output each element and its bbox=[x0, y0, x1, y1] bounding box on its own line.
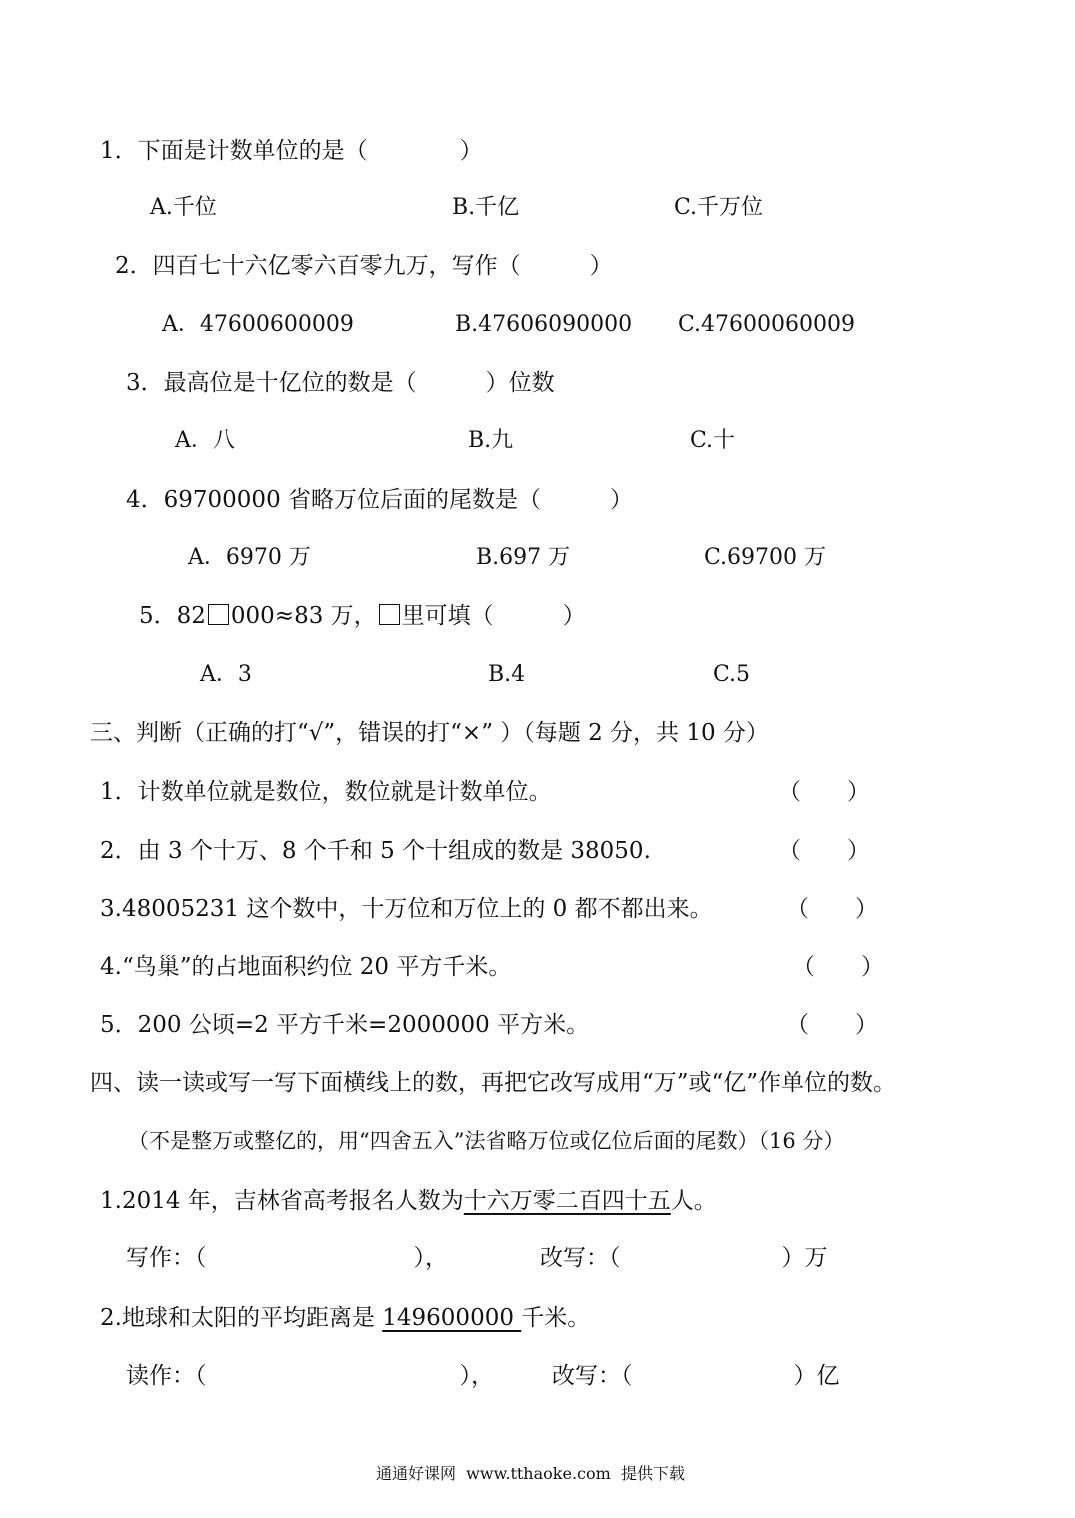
judge-item-2-bracket: （ ） bbox=[778, 838, 870, 864]
q5-option-b: B.4 bbox=[488, 662, 526, 687]
s4-q2-rewrite-label: 改写：（ ）亿 bbox=[552, 1363, 840, 1389]
s4-q2-prefix: 2.地球和太阳的平均距离是 bbox=[100, 1305, 383, 1331]
q4-option-a: A．6970 万 bbox=[188, 545, 311, 570]
judge-item-2-text: 2．由 3 个十万、8 个千和 5 个十组成的数是 38050. bbox=[100, 838, 651, 864]
judge-item-3-text: 3.48005231 这个数中，十万位和万位上的 0 都不都出来。 bbox=[100, 896, 713, 922]
judge-item-3-bracket: （ ） bbox=[786, 896, 878, 922]
section4-heading: 四、读一读或写一写下面横线上的数，再把它改写成用“万”或“亿”作单位的数。 bbox=[90, 1070, 897, 1096]
s4-q2-read-label: 读作：（ ）， bbox=[126, 1363, 494, 1389]
q3-option-b: B.九 bbox=[468, 428, 514, 453]
q4-text: 4．69700000 省略万位后面的尾数是（ ） bbox=[126, 487, 634, 513]
judge-item-5-text: 5．200 公顷=2 平方千米=2000000 平方米。 bbox=[100, 1012, 590, 1038]
judge-item-1-bracket: （ ） bbox=[778, 779, 870, 805]
section4-note: （不是整万或整亿的，用“四舍五入”法省略万位或亿位后面的尾数）（16 分） bbox=[128, 1129, 845, 1153]
judge-item-1-text: 1．计数单位就是数位，数位就是计数单位。 bbox=[100, 779, 552, 805]
q1-text: 1．下面是计数单位的是（ ） bbox=[100, 138, 483, 164]
judge-item-4-bracket: （ ） bbox=[792, 954, 884, 980]
q4-option-c: C.69700 万 bbox=[704, 545, 827, 570]
s4-q2-underlined-number: 149600000 bbox=[382, 1305, 522, 1331]
q5-option-c: C.5 bbox=[713, 662, 751, 687]
s4-q1-suffix: 人。 bbox=[670, 1188, 717, 1214]
footer-watermark: 通通好课网 www.tthaoke.com 提供下载 bbox=[376, 1464, 685, 1483]
q1-option-c: C.千万位 bbox=[674, 195, 764, 220]
q5-middle: 000≈83 万， bbox=[230, 603, 377, 629]
q3-text: 3．最高位是十亿位的数是（ ）位数 bbox=[126, 370, 555, 396]
q5-prefix: 5．82 bbox=[139, 603, 206, 629]
q2-text: 2．四百七十六亿零六百零九万，写作（ ） bbox=[115, 253, 613, 279]
q1-option-b: B.千亿 bbox=[452, 195, 520, 220]
q3-option-c: C.十 bbox=[690, 428, 736, 453]
judge-item-5-bracket: （ ） bbox=[786, 1012, 878, 1038]
judge-item-4-text: 4.“鸟巢”的占地面积约位 20 平方千米。 bbox=[100, 954, 512, 980]
q4-option-b: B.697 万 bbox=[476, 545, 571, 570]
q5-option-a: A．3 bbox=[200, 662, 252, 687]
s4-q2-text bbox=[100, 1303, 590, 1333]
blank-box-1 bbox=[208, 604, 229, 625]
q3-option-a: A．八 bbox=[175, 428, 235, 453]
s4-q1-write-label: 写作：（ ）， bbox=[126, 1245, 448, 1271]
q2-option-a: A．47600600009 bbox=[162, 312, 354, 337]
s4-q1-rewrite-label: 改写：（ ）万 bbox=[540, 1245, 828, 1271]
s4-q2-suffix: 千米。 bbox=[521, 1305, 591, 1331]
s4-q1-text bbox=[100, 1186, 717, 1216]
q5-text bbox=[139, 601, 586, 631]
blank-box-2 bbox=[379, 604, 400, 625]
s4-q1-underlined-number: 十六万零二百四十五 bbox=[463, 1188, 671, 1214]
q2-option-b: B.47606090000 bbox=[455, 312, 633, 337]
section3-heading: 三、判断（正确的打“√”，错误的打“×” ）（每题 2 分，共 10 分） bbox=[90, 720, 769, 746]
q2-option-c: C.47600060009 bbox=[678, 312, 856, 337]
q1-option-a: A.千位 bbox=[150, 195, 217, 220]
s4-q1-prefix: 1.2014 年，吉林省高考报名人数为 bbox=[100, 1188, 464, 1214]
q5-suffix: 里可填（ ） bbox=[401, 603, 586, 629]
